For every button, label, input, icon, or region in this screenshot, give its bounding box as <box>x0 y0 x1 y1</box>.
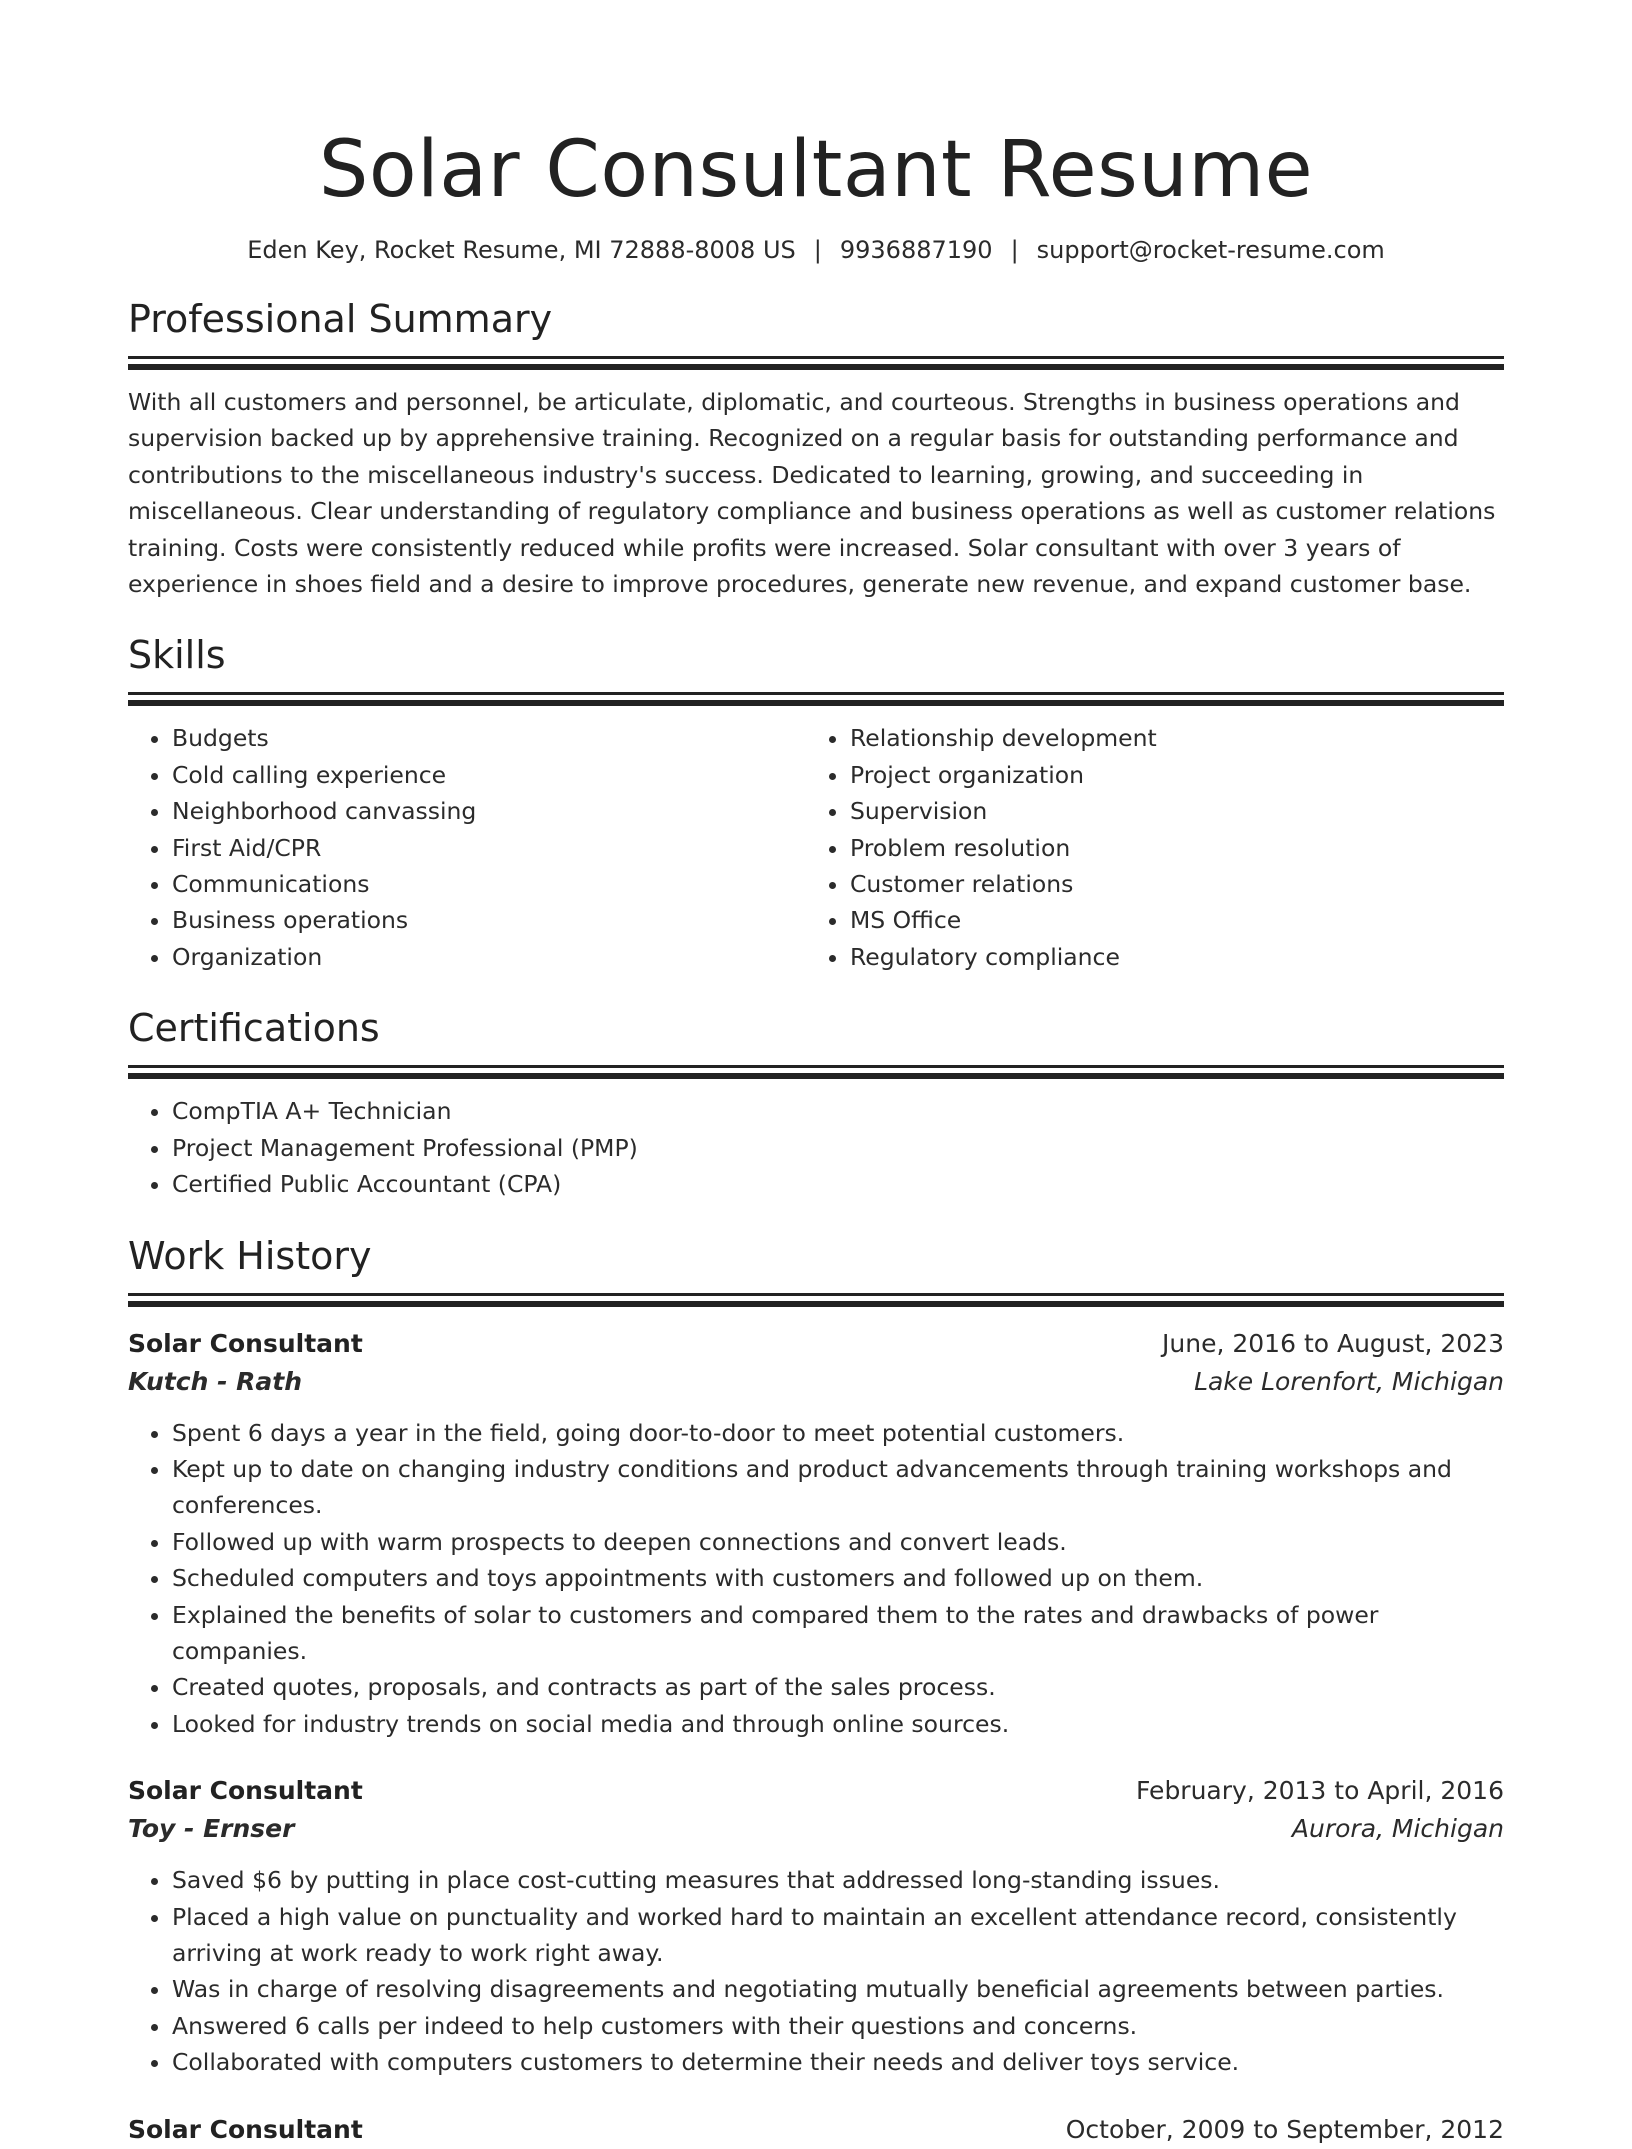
job-entry <box>128 1325 1504 1743</box>
skill-item: • Project organization <box>850 757 1484 793</box>
job-dates: June, 2016 to August, 2023 <box>1162 1328 1504 1358</box>
section-divider <box>128 700 1504 706</box>
section-divider <box>128 1301 1504 1307</box>
job-company: Toy - Ernser <box>128 1814 295 1844</box>
job-bullet: • Spent 6 days a year in the field, going door-to-door to meet potential customers. <box>172 1415 1504 1451</box>
job-bullets <box>128 1862 1504 2080</box>
certifications-list <box>128 1093 1504 1202</box>
job-entry <box>128 2111 1504 2149</box>
job-subheader <box>128 1363 1504 1401</box>
skill-item: • Supervision <box>850 793 1484 829</box>
resume-page <box>128 0 1504 2149</box>
skills-heading: Skills <box>128 633 226 678</box>
job-entry <box>128 1772 1504 2080</box>
contact-phone: 9936887190 <box>839 236 993 264</box>
skill-item: • Communications <box>172 866 806 902</box>
job-bullet: • Placed a high value on punctuality and worked hard to maintain an excellent attendance record, consistently arriving at work ready to work right away. <box>172 1899 1504 1972</box>
job-bullet: • Was in charge of resolving disagreements and negotiating mutually beneficial agreements between parties. <box>172 1971 1504 2007</box>
section-divider <box>128 1293 1504 1296</box>
certifications-section <box>128 1005 1504 1202</box>
job-company: Kutch - Rath <box>128 1366 303 1396</box>
summary-text: With all customers and personnel, be articulate, diplomatic, and courteous. Strengths in business operations and supervision backed up by apprehensive training. Recognized on a regular basis for outstanding performance and contributions to the miscellaneous industry's success. Dedicated to learning, growing, and succeeding in miscellaneous. Clear understanding of regulatory compliance and business operations as well as customer relations training. Costs were consistently reduced while profits were increased. Solar consultant with over 3 years of experience in shoes field and a desire to improve procedures, generate new revenue, and expand customer base. <box>128 388 1496 599</box>
job-location: Aurora, Michigan <box>1291 1814 1504 1844</box>
job-dates: February, 2013 to April, 2016 <box>1136 1776 1504 1806</box>
skill-item: • Customer relations <box>850 866 1484 902</box>
work-history-section <box>128 1233 1504 2149</box>
job-bullet: • Kept up to date on changing industry conditions and product advancements through training workshops and conferences. <box>172 1451 1504 1524</box>
job-header <box>128 1772 1504 1810</box>
section-divider <box>128 364 1504 370</box>
job-bullet: • Created quotes, proposals, and contracts as part of the sales process. <box>172 1669 1504 1705</box>
skill-item: • Neighborhood canvassing <box>172 793 806 829</box>
skills-list-left <box>128 720 806 975</box>
certification-item: • Certified Public Accountant (CPA) <box>172 1166 1504 1202</box>
skills-section <box>128 632 1504 975</box>
contact-address: Eden Key, Rocket Resume, MI 72888-8008 US <box>247 236 796 264</box>
contact-separator: | <box>1010 236 1019 264</box>
skill-item: • Organization <box>172 939 806 975</box>
skill-item: • Regulatory compliance <box>850 939 1484 975</box>
job-dates: October, 2009 to September, 2012 <box>1065 2114 1504 2144</box>
skill-item: • First Aid/CPR <box>172 830 806 866</box>
summary-section <box>128 296 1504 602</box>
job-title: Solar Consultant <box>128 2114 363 2144</box>
job-bullet: • Looked for industry trends on social media and through online sources. <box>172 1706 1504 1742</box>
certifications-heading: Certifications <box>128 1006 380 1051</box>
section-divider <box>128 356 1504 359</box>
section-divider <box>128 1073 1504 1079</box>
job-header <box>128 2111 1504 2149</box>
skill-item: • Cold calling experience <box>172 757 806 793</box>
job-bullet: • Scheduled computers and toys appointments with customers and followed up on them. <box>172 1560 1504 1596</box>
certification-item: • CompTIA A+ Technician <box>172 1093 1504 1129</box>
contact-line <box>128 234 1504 266</box>
job-bullet: • Saved $6 by putting in place cost-cutting measures that addressed long-standing issues. <box>172 1862 1504 1898</box>
skills-list-right <box>806 720 1484 975</box>
job-bullet: • Followed up with warm prospects to deepen connections and convert leads. <box>172 1524 1504 1560</box>
job-bullet: • Explained the benefits of solar to customers and compared them to the rates and drawbacks of power companies. <box>172 1597 1504 1670</box>
section-divider <box>128 1065 1504 1068</box>
job-bullet: • Collaborated with computers customers to determine their needs and deliver toys service. <box>172 2044 1504 2080</box>
job-title: Solar Consultant <box>128 1328 363 1358</box>
job-title: Solar Consultant <box>128 1776 363 1806</box>
skills-column-left <box>128 720 806 975</box>
contact-email: support@rocket-resume.com <box>1036 236 1385 264</box>
job-subheader <box>128 1810 1504 1848</box>
skill-item: • Relationship development <box>850 720 1484 756</box>
skill-item: • Problem resolution <box>850 830 1484 866</box>
job-location: Lake Lorenfort, Michigan <box>1194 1366 1504 1396</box>
skill-item: • MS Office <box>850 902 1484 938</box>
job-header <box>128 1325 1504 1363</box>
contact-separator: | <box>813 236 822 264</box>
work-history-heading: Work History <box>128 1233 372 1278</box>
skill-item: • Budgets <box>172 720 806 756</box>
certification-item: • Project Management Professional (PMP) <box>172 1130 1504 1166</box>
summary-heading: Professional Summary <box>128 297 553 341</box>
skill-item: • Business operations <box>172 902 806 938</box>
resume-title: Solar Consultant Resume <box>318 125 1314 215</box>
job-bullet: • Answered 6 calls per indeed to help customers with their questions and concerns. <box>172 2008 1504 2044</box>
skills-column-right <box>806 720 1484 975</box>
job-bullets <box>128 1415 1504 1743</box>
skills-grid <box>128 720 1504 975</box>
section-divider <box>128 692 1504 695</box>
